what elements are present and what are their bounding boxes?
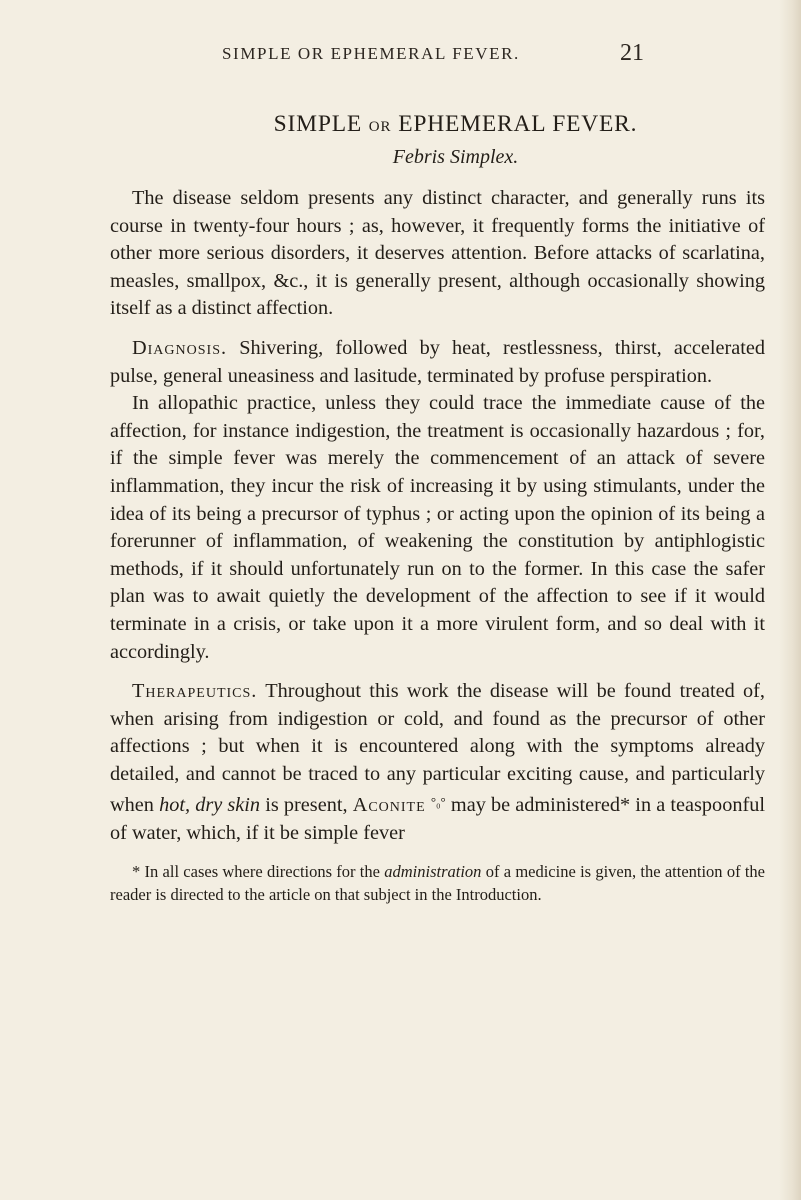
footnote-text-b: of a medicine is given, the attention of the reader is directed to the article on that subject in the Introduction. (110, 861, 766, 904)
chapter-title (110, 108, 765, 143)
therapeutics-text-c: may be administered* in a teaspoonful of water, which, if it be simple fever (110, 794, 766, 845)
latin-subtitle: Febris Simplex. (392, 146, 519, 168)
footnote-italic: administration (384, 861, 482, 881)
chapter-title-or: OR (368, 119, 392, 135)
diagnosis-paragraph (110, 335, 765, 390)
allopathic-paragraph: In allopathic practice, unless they could trace the immediate cause of the affection, for instance indigestion, the treatment is occasionally hazardous ; for, if the simple fever was merely the commencement of an attack of severe inflammation, they incur the risk of increasing it by using stimulants, under the idea of its being a precursor of typhus ; or acting upon the opinion of its being a forerunner of inflammation, of weakening the constitution by antiphlogistic methods, if it should unfortunately run on to the former. In this case the safer plan was to await quietly the development of the affection to see if it would terminate in a crisis, or take upon it a more virulent form, and so deal with it accordingly. (110, 392, 765, 663)
therapeutics-text-a: Throughout this work the disease will be found treated of, when arising from indigestion or cold, and found as the precursor of other affections ; but when it is encountered along with the symptoms already detailed, and cannot be traced to any particular exciting cause, and particularly when (110, 680, 765, 817)
running-head-title: SIMPLE OR EPHEMERAL FEVER. (222, 44, 520, 63)
intro-paragraph: The disease seldom presents any distinct character, and generally runs its course in twenty-four hours ; as, however, it frequently forms the initiative of other more serious disorders, it deserves attention. Before attacks of scarlatina, measles, smallpox, &c., it is generally present, although occasionally showing itself as a distinct affection. (110, 187, 765, 320)
diagnosis-text: Shivering, followed by heat, restlessness, thirst, accelerated pulse, general uneasiness and lasitude, terminated by profuse perspiration. (110, 336, 765, 387)
footnote-text-a: * In all cases where directions for the (132, 861, 385, 881)
chapter-title-part1: SIMPLE (273, 111, 369, 137)
footnote (110, 860, 765, 906)
page-edge-shadow (779, 0, 801, 1200)
page-number: 21 (620, 40, 644, 66)
diagnosis-heading: Diagnosis. (132, 336, 228, 359)
therapeutics-heading: Therapeutics. (132, 680, 258, 703)
remedy-name: Aconite (352, 794, 426, 817)
chapter-title-part2: EPHEMERAL FEVER. (391, 111, 638, 137)
page-body (110, 108, 765, 906)
therapeutics-paragraph (110, 678, 765, 848)
therapeutics-text-b: is present, (260, 794, 353, 817)
remedy-dose: °₀° (430, 794, 446, 810)
therapeutics-italic: hot, dry skin (159, 794, 261, 817)
running-head (0, 40, 801, 70)
